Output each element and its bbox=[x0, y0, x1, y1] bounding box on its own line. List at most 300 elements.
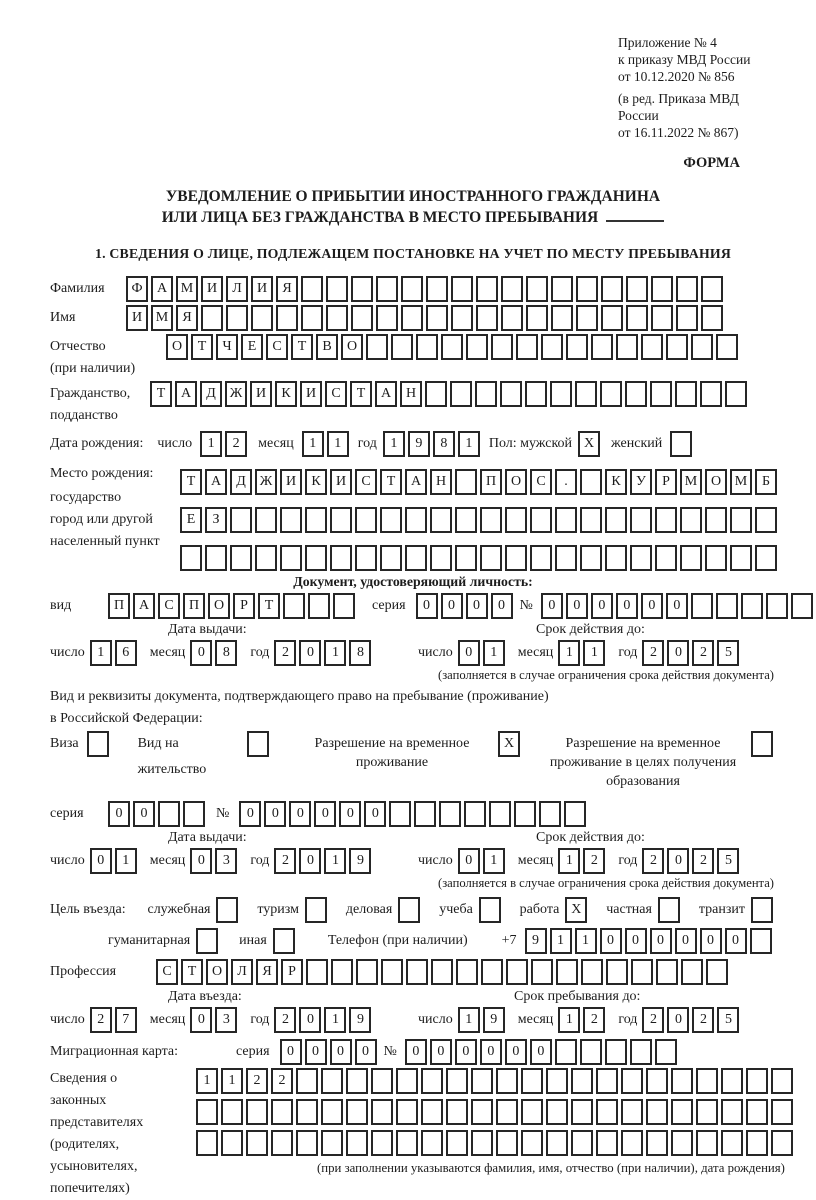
char-cell[interactable] bbox=[605, 545, 627, 571]
char-cell[interactable] bbox=[526, 276, 548, 302]
char-cell[interactable]: 8 bbox=[349, 640, 371, 666]
char-cell[interactable]: 1 bbox=[383, 431, 405, 457]
char-cell[interactable]: В bbox=[316, 334, 338, 360]
patronymic-cells[interactable] bbox=[166, 334, 741, 360]
migration-series-cells[interactable] bbox=[280, 1039, 380, 1065]
char-cell[interactable] bbox=[658, 897, 680, 923]
char-cell[interactable]: О bbox=[208, 593, 230, 619]
char-cell[interactable]: И bbox=[126, 305, 148, 331]
char-cell[interactable]: 5 bbox=[717, 1007, 739, 1033]
char-cell[interactable] bbox=[471, 1130, 493, 1156]
char-cell[interactable] bbox=[476, 276, 498, 302]
char-cell[interactable]: А bbox=[151, 276, 173, 302]
char-cell[interactable] bbox=[671, 1099, 693, 1125]
name-cells[interactable] bbox=[126, 305, 726, 331]
char-cell[interactable] bbox=[446, 1068, 468, 1094]
char-cell[interactable] bbox=[521, 1099, 543, 1125]
char-cell[interactable] bbox=[471, 1068, 493, 1094]
char-cell[interactable]: Л bbox=[226, 276, 248, 302]
char-cell[interactable]: О bbox=[166, 334, 188, 360]
stay-day[interactable] bbox=[458, 1007, 508, 1033]
char-cell[interactable]: 0 bbox=[675, 928, 697, 954]
char-cell[interactable] bbox=[401, 305, 423, 331]
char-cell[interactable] bbox=[273, 928, 295, 954]
char-cell[interactable] bbox=[555, 1039, 577, 1065]
char-cell[interactable] bbox=[255, 545, 277, 571]
char-cell[interactable] bbox=[439, 801, 461, 827]
char-cell[interactable]: 0 bbox=[299, 640, 321, 666]
char-cell[interactable]: С bbox=[530, 469, 552, 495]
char-cell[interactable] bbox=[656, 959, 678, 985]
resdoc-valid-day[interactable] bbox=[458, 848, 508, 874]
char-cell[interactable]: 1 bbox=[221, 1068, 243, 1094]
char-cell[interactable] bbox=[246, 1130, 268, 1156]
char-cell[interactable]: 0 bbox=[289, 801, 311, 827]
char-cell[interactable] bbox=[771, 1130, 793, 1156]
char-cell[interactable]: Т bbox=[181, 959, 203, 985]
char-cell[interactable] bbox=[425, 381, 447, 407]
char-cell[interactable] bbox=[431, 959, 453, 985]
char-cell[interactable]: 0 bbox=[541, 593, 563, 619]
char-cell[interactable] bbox=[221, 1099, 243, 1125]
iddoc-issue-year[interactable] bbox=[274, 640, 374, 666]
char-cell[interactable] bbox=[541, 334, 563, 360]
char-cell[interactable]: 0 bbox=[90, 848, 112, 874]
char-cell[interactable]: А bbox=[405, 469, 427, 495]
char-cell[interactable]: 0 bbox=[650, 928, 672, 954]
char-cell[interactable] bbox=[646, 1130, 668, 1156]
birth-month-cells[interactable] bbox=[302, 431, 352, 457]
char-cell[interactable]: Б bbox=[755, 469, 777, 495]
char-cell[interactable]: 0 bbox=[666, 593, 688, 619]
char-cell[interactable] bbox=[530, 507, 552, 533]
char-cell[interactable]: П bbox=[108, 593, 130, 619]
char-cell[interactable] bbox=[391, 334, 413, 360]
char-cell[interactable]: Т bbox=[191, 334, 213, 360]
char-cell[interactable] bbox=[405, 507, 427, 533]
char-cell[interactable] bbox=[441, 334, 463, 360]
char-cell[interactable] bbox=[280, 545, 302, 571]
char-cell[interactable] bbox=[396, 1130, 418, 1156]
char-cell[interactable]: X bbox=[565, 897, 587, 923]
char-cell[interactable] bbox=[531, 959, 553, 985]
char-cell[interactable]: Р bbox=[655, 469, 677, 495]
char-cell[interactable] bbox=[296, 1130, 318, 1156]
purpose-private-checkbox[interactable] bbox=[658, 897, 683, 923]
char-cell[interactable] bbox=[626, 276, 648, 302]
temp-residence-checkbox[interactable] bbox=[498, 731, 523, 757]
char-cell[interactable]: Р bbox=[233, 593, 255, 619]
char-cell[interactable]: 8 bbox=[215, 640, 237, 666]
char-cell[interactable] bbox=[455, 469, 477, 495]
char-cell[interactable] bbox=[746, 1099, 768, 1125]
char-cell[interactable] bbox=[625, 381, 647, 407]
char-cell[interactable]: . bbox=[555, 469, 577, 495]
char-cell[interactable] bbox=[406, 959, 428, 985]
char-cell[interactable]: К bbox=[605, 469, 627, 495]
char-cell[interactable]: 1 bbox=[90, 640, 112, 666]
guardians-row1-cells[interactable] bbox=[196, 1068, 796, 1094]
char-cell[interactable] bbox=[555, 545, 577, 571]
birthplace-row2-cells[interactable] bbox=[180, 507, 780, 533]
char-cell[interactable]: 9 bbox=[483, 1007, 505, 1033]
char-cell[interactable]: 0 bbox=[339, 801, 361, 827]
char-cell[interactable]: И bbox=[250, 381, 272, 407]
char-cell[interactable] bbox=[280, 507, 302, 533]
char-cell[interactable]: О bbox=[341, 334, 363, 360]
char-cell[interactable]: 1 bbox=[324, 1007, 346, 1033]
char-cell[interactable] bbox=[464, 801, 486, 827]
char-cell[interactable] bbox=[506, 959, 528, 985]
purpose-other-checkbox[interactable] bbox=[273, 928, 298, 954]
char-cell[interactable]: 0 bbox=[190, 848, 212, 874]
char-cell[interactable] bbox=[330, 507, 352, 533]
char-cell[interactable] bbox=[651, 305, 673, 331]
char-cell[interactable] bbox=[771, 1099, 793, 1125]
char-cell[interactable]: 3 bbox=[215, 1007, 237, 1033]
char-cell[interactable] bbox=[305, 897, 327, 923]
char-cell[interactable] bbox=[351, 305, 373, 331]
char-cell[interactable] bbox=[331, 959, 353, 985]
char-cell[interactable]: Т bbox=[258, 593, 280, 619]
char-cell[interactable]: 6 bbox=[115, 640, 137, 666]
char-cell[interactable] bbox=[771, 1068, 793, 1094]
char-cell[interactable]: 0 bbox=[458, 640, 480, 666]
char-cell[interactable]: З bbox=[205, 507, 227, 533]
resdoc-series-cells[interactable] bbox=[108, 801, 208, 827]
char-cell[interactable]: 0 bbox=[305, 1039, 327, 1065]
char-cell[interactable]: 1 bbox=[575, 928, 597, 954]
char-cell[interactable]: М bbox=[730, 469, 752, 495]
char-cell[interactable] bbox=[550, 381, 572, 407]
char-cell[interactable] bbox=[725, 381, 747, 407]
char-cell[interactable] bbox=[696, 1068, 718, 1094]
char-cell[interactable] bbox=[306, 959, 328, 985]
char-cell[interactable] bbox=[455, 545, 477, 571]
char-cell[interactable] bbox=[646, 1068, 668, 1094]
char-cell[interactable] bbox=[301, 276, 323, 302]
char-cell[interactable] bbox=[696, 1130, 718, 1156]
char-cell[interactable]: 0 bbox=[330, 1039, 352, 1065]
char-cell[interactable] bbox=[87, 731, 109, 757]
char-cell[interactable] bbox=[276, 305, 298, 331]
char-cell[interactable]: 2 bbox=[692, 848, 714, 874]
char-cell[interactable] bbox=[305, 545, 327, 571]
char-cell[interactable]: Р bbox=[281, 959, 303, 985]
char-cell[interactable] bbox=[706, 959, 728, 985]
char-cell[interactable] bbox=[333, 593, 355, 619]
visa-checkbox[interactable] bbox=[87, 731, 112, 757]
char-cell[interactable] bbox=[576, 276, 598, 302]
char-cell[interactable] bbox=[271, 1099, 293, 1125]
char-cell[interactable]: 1 bbox=[324, 640, 346, 666]
char-cell[interactable]: Т bbox=[180, 469, 202, 495]
char-cell[interactable] bbox=[430, 545, 452, 571]
char-cell[interactable] bbox=[205, 545, 227, 571]
char-cell[interactable] bbox=[500, 381, 522, 407]
char-cell[interactable] bbox=[641, 334, 663, 360]
char-cell[interactable] bbox=[450, 381, 472, 407]
char-cell[interactable] bbox=[471, 1099, 493, 1125]
char-cell[interactable] bbox=[596, 1068, 618, 1094]
char-cell[interactable] bbox=[621, 1130, 643, 1156]
char-cell[interactable] bbox=[571, 1099, 593, 1125]
char-cell[interactable] bbox=[571, 1130, 593, 1156]
char-cell[interactable] bbox=[398, 897, 420, 923]
char-cell[interactable] bbox=[556, 959, 578, 985]
phone-cells[interactable] bbox=[525, 928, 775, 954]
char-cell[interactable] bbox=[371, 1130, 393, 1156]
char-cell[interactable]: 9 bbox=[525, 928, 547, 954]
resdoc-issue-month[interactable] bbox=[190, 848, 240, 874]
char-cell[interactable]: Т bbox=[291, 334, 313, 360]
char-cell[interactable] bbox=[355, 545, 377, 571]
char-cell[interactable]: Т bbox=[350, 381, 372, 407]
entry-year[interactable] bbox=[274, 1007, 374, 1033]
char-cell[interactable] bbox=[751, 897, 773, 923]
char-cell[interactable] bbox=[701, 276, 723, 302]
char-cell[interactable] bbox=[251, 305, 273, 331]
char-cell[interactable] bbox=[505, 507, 527, 533]
char-cell[interactable]: X bbox=[498, 731, 520, 757]
purpose-humanitarian-checkbox[interactable] bbox=[196, 928, 221, 954]
char-cell[interactable] bbox=[596, 1099, 618, 1125]
char-cell[interactable] bbox=[576, 305, 598, 331]
purpose-transit-checkbox[interactable] bbox=[751, 897, 776, 923]
char-cell[interactable] bbox=[730, 507, 752, 533]
char-cell[interactable] bbox=[621, 1099, 643, 1125]
char-cell[interactable] bbox=[466, 334, 488, 360]
char-cell[interactable] bbox=[451, 305, 473, 331]
char-cell[interactable]: 2 bbox=[225, 431, 247, 457]
char-cell[interactable] bbox=[396, 1068, 418, 1094]
char-cell[interactable]: А bbox=[205, 469, 227, 495]
char-cell[interactable] bbox=[596, 1130, 618, 1156]
char-cell[interactable] bbox=[421, 1099, 443, 1125]
char-cell[interactable] bbox=[421, 1068, 443, 1094]
char-cell[interactable] bbox=[296, 1099, 318, 1125]
char-cell[interactable] bbox=[283, 593, 305, 619]
char-cell[interactable]: 0 bbox=[239, 801, 261, 827]
char-cell[interactable]: Ж bbox=[255, 469, 277, 495]
char-cell[interactable] bbox=[476, 305, 498, 331]
char-cell[interactable] bbox=[296, 1068, 318, 1094]
char-cell[interactable]: 2 bbox=[274, 640, 296, 666]
char-cell[interactable]: 2 bbox=[271, 1068, 293, 1094]
char-cell[interactable] bbox=[746, 1130, 768, 1156]
char-cell[interactable]: 3 bbox=[215, 848, 237, 874]
char-cell[interactable]: 0 bbox=[600, 928, 622, 954]
char-cell[interactable] bbox=[371, 1068, 393, 1094]
guardians-row2-cells[interactable] bbox=[196, 1099, 796, 1125]
char-cell[interactable]: 2 bbox=[583, 848, 605, 874]
char-cell[interactable] bbox=[371, 1099, 393, 1125]
char-cell[interactable] bbox=[755, 507, 777, 533]
char-cell[interactable] bbox=[551, 305, 573, 331]
char-cell[interactable] bbox=[230, 507, 252, 533]
char-cell[interactable] bbox=[671, 1068, 693, 1094]
char-cell[interactable] bbox=[451, 276, 473, 302]
char-cell[interactable] bbox=[216, 897, 238, 923]
char-cell[interactable] bbox=[346, 1130, 368, 1156]
char-cell[interactable]: 7 bbox=[115, 1007, 137, 1033]
char-cell[interactable] bbox=[226, 305, 248, 331]
purpose-tourism-checkbox[interactable] bbox=[305, 897, 330, 923]
char-cell[interactable]: 0 bbox=[364, 801, 386, 827]
char-cell[interactable]: 1 bbox=[558, 1007, 580, 1033]
char-cell[interactable] bbox=[676, 276, 698, 302]
char-cell[interactable]: 2 bbox=[642, 1007, 664, 1033]
char-cell[interactable]: Т bbox=[380, 469, 402, 495]
doc-series-cells[interactable] bbox=[416, 593, 516, 619]
char-cell[interactable]: 1 bbox=[558, 848, 580, 874]
char-cell[interactable] bbox=[580, 545, 602, 571]
char-cell[interactable] bbox=[489, 801, 511, 827]
char-cell[interactable]: 0 bbox=[314, 801, 336, 827]
char-cell[interactable]: 2 bbox=[274, 848, 296, 874]
char-cell[interactable]: 0 bbox=[466, 593, 488, 619]
char-cell[interactable] bbox=[564, 801, 586, 827]
char-cell[interactable]: 0 bbox=[280, 1039, 302, 1065]
char-cell[interactable]: О bbox=[505, 469, 527, 495]
char-cell[interactable] bbox=[546, 1068, 568, 1094]
char-cell[interactable]: 0 bbox=[725, 928, 747, 954]
char-cell[interactable]: Н bbox=[430, 469, 452, 495]
char-cell[interactable]: 0 bbox=[299, 1007, 321, 1033]
char-cell[interactable] bbox=[525, 381, 547, 407]
char-cell[interactable] bbox=[671, 1130, 693, 1156]
entry-day[interactable] bbox=[90, 1007, 140, 1033]
char-cell[interactable] bbox=[680, 545, 702, 571]
char-cell[interactable] bbox=[491, 334, 513, 360]
char-cell[interactable] bbox=[591, 334, 613, 360]
char-cell[interactable] bbox=[666, 334, 688, 360]
char-cell[interactable] bbox=[479, 897, 501, 923]
char-cell[interactable]: С bbox=[325, 381, 347, 407]
char-cell[interactable]: 9 bbox=[349, 1007, 371, 1033]
char-cell[interactable] bbox=[247, 731, 269, 757]
char-cell[interactable]: 1 bbox=[483, 640, 505, 666]
char-cell[interactable] bbox=[730, 545, 752, 571]
char-cell[interactable] bbox=[481, 959, 503, 985]
char-cell[interactable] bbox=[158, 801, 180, 827]
char-cell[interactable] bbox=[546, 1130, 568, 1156]
char-cell[interactable] bbox=[430, 507, 452, 533]
char-cell[interactable] bbox=[496, 1068, 518, 1094]
birth-year-cells[interactable] bbox=[383, 431, 483, 457]
iddoc-issue-month[interactable] bbox=[190, 640, 240, 666]
purpose-business-checkbox[interactable] bbox=[398, 897, 423, 923]
char-cell[interactable] bbox=[716, 593, 738, 619]
char-cell[interactable] bbox=[571, 1068, 593, 1094]
char-cell[interactable]: 1 bbox=[558, 640, 580, 666]
char-cell[interactable] bbox=[751, 731, 773, 757]
char-cell[interactable]: С bbox=[266, 334, 288, 360]
char-cell[interactable] bbox=[766, 593, 788, 619]
char-cell[interactable] bbox=[521, 1068, 543, 1094]
char-cell[interactable] bbox=[580, 507, 602, 533]
char-cell[interactable] bbox=[501, 305, 523, 331]
char-cell[interactable] bbox=[575, 381, 597, 407]
char-cell[interactable]: 1 bbox=[550, 928, 572, 954]
char-cell[interactable]: М bbox=[176, 276, 198, 302]
char-cell[interactable] bbox=[496, 1130, 518, 1156]
char-cell[interactable] bbox=[750, 928, 772, 954]
char-cell[interactable] bbox=[514, 801, 536, 827]
char-cell[interactable] bbox=[581, 959, 603, 985]
char-cell[interactable] bbox=[321, 1099, 343, 1125]
char-cell[interactable] bbox=[755, 545, 777, 571]
char-cell[interactable]: 1 bbox=[200, 431, 222, 457]
char-cell[interactable] bbox=[356, 959, 378, 985]
char-cell[interactable]: А bbox=[175, 381, 197, 407]
char-cell[interactable] bbox=[701, 305, 723, 331]
char-cell[interactable]: 0 bbox=[430, 1039, 452, 1065]
temp-residence-edu-checkbox[interactable] bbox=[751, 731, 776, 757]
char-cell[interactable]: 1 bbox=[458, 1007, 480, 1033]
char-cell[interactable]: 0 bbox=[441, 593, 463, 619]
char-cell[interactable] bbox=[791, 593, 813, 619]
doc-number-cells[interactable] bbox=[541, 593, 816, 619]
char-cell[interactable] bbox=[355, 507, 377, 533]
iddoc-valid-day[interactable] bbox=[458, 640, 508, 666]
char-cell[interactable]: О bbox=[705, 469, 727, 495]
char-cell[interactable] bbox=[601, 305, 623, 331]
char-cell[interactable] bbox=[626, 305, 648, 331]
char-cell[interactable] bbox=[700, 381, 722, 407]
char-cell[interactable] bbox=[501, 276, 523, 302]
char-cell[interactable] bbox=[221, 1130, 243, 1156]
char-cell[interactable] bbox=[721, 1130, 743, 1156]
char-cell[interactable]: С bbox=[156, 959, 178, 985]
char-cell[interactable] bbox=[680, 507, 702, 533]
iddoc-issue-day[interactable] bbox=[90, 640, 140, 666]
char-cell[interactable] bbox=[321, 1068, 343, 1094]
char-cell[interactable] bbox=[705, 545, 727, 571]
char-cell[interactable] bbox=[351, 276, 373, 302]
char-cell[interactable]: Н bbox=[400, 381, 422, 407]
char-cell[interactable] bbox=[376, 276, 398, 302]
char-cell[interactable]: К bbox=[275, 381, 297, 407]
char-cell[interactable] bbox=[746, 1068, 768, 1094]
char-cell[interactable] bbox=[621, 1068, 643, 1094]
char-cell[interactable] bbox=[721, 1099, 743, 1125]
citizenship-cells[interactable] bbox=[150, 381, 750, 407]
char-cell[interactable]: 1 bbox=[583, 640, 605, 666]
char-cell[interactable]: 0 bbox=[625, 928, 647, 954]
char-cell[interactable] bbox=[366, 334, 388, 360]
profession-cells[interactable] bbox=[156, 959, 731, 985]
char-cell[interactable]: 1 bbox=[196, 1068, 218, 1094]
resdoc-issue-year[interactable] bbox=[274, 848, 374, 874]
char-cell[interactable] bbox=[496, 1099, 518, 1125]
char-cell[interactable]: 0 bbox=[480, 1039, 502, 1065]
char-cell[interactable] bbox=[566, 334, 588, 360]
char-cell[interactable]: И bbox=[330, 469, 352, 495]
char-cell[interactable] bbox=[416, 334, 438, 360]
char-cell[interactable]: 1 bbox=[115, 848, 137, 874]
char-cell[interactable]: 0 bbox=[455, 1039, 477, 1065]
char-cell[interactable]: 2 bbox=[692, 1007, 714, 1033]
char-cell[interactable] bbox=[630, 507, 652, 533]
purpose-work-checkbox[interactable] bbox=[565, 897, 590, 923]
char-cell[interactable] bbox=[396, 1099, 418, 1125]
char-cell[interactable] bbox=[330, 545, 352, 571]
char-cell[interactable] bbox=[655, 545, 677, 571]
char-cell[interactable] bbox=[326, 276, 348, 302]
char-cell[interactable]: Ч bbox=[216, 334, 238, 360]
char-cell[interactable] bbox=[741, 593, 763, 619]
